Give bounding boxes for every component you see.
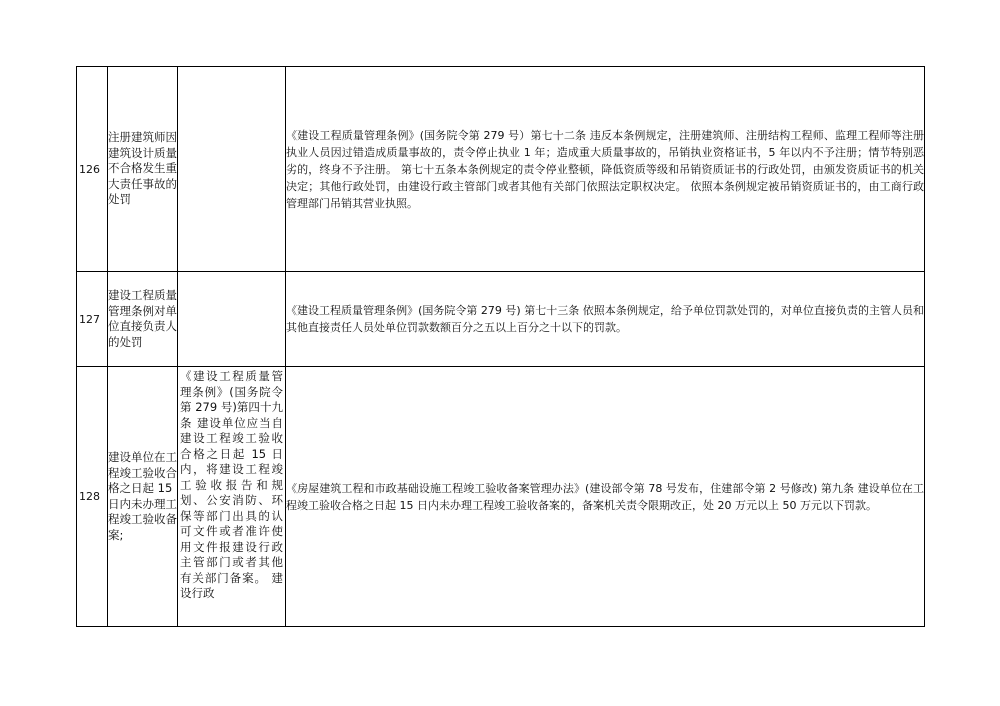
legal-basis: 《建设工程质量管理条例》(国务院令第 279 号)第四十九条 建设单位应当自建设工程竣工验收合格之日起 15 日内，将建设工程竣工验收报告和规划、公安消防、环保等部门出具的认可文件或者准许使用文件报建设行政主管部门或者其他有关部门备案。 建设行政 [178,367,286,627]
item-number: 128 [77,367,108,627]
table-row [77,367,925,627]
item-name: 建设单位在工程竣工验收合格之日起 15 日内未办理工程竣工验收备案; [108,367,178,627]
penalty-provision: 《建设工程质量管理条例》(国务院令第 279 号) 第七十三条 依照本条例规定，给予单位罚款处罚的，对单位直接负责的主管人员和其他直接责任人员处单位罚款数额百分之五以上百分之十以下的罚款。 [286,272,925,367]
legal-basis [178,67,286,272]
penalty-provision: 《房屋建筑工程和市政基础设施工程竣工验收备案管理办法》(建设部令第 78 号发布，住建部令第 2 号修改) 第九条 建设单位在工程竣工验收合格之日起 15 日内未办理工程竣工验收备案的，备案机关责令限期改正，处 20 万元以上 50 万元以下罚款。 [286,367,925,627]
legal-basis [178,272,286,367]
table-row [77,272,925,367]
table-row [77,67,925,272]
item-name: 建设工程质量管理条例对单位直接负责人的处罚 [108,272,178,367]
item-number: 127 [77,272,108,367]
item-name: 注册建筑师因建筑设计质量不合格发生重大责任事故的处罚 [108,67,178,272]
penalty-provision: 《建设工程质量管理条例》(国务院令第 279 号）第七十二条 违反本条例规定，注册建筑师、注册结构工程师、监理工程师等注册执业人员因过错造成质量事故的，责令停止执业 1 年；造成重大质量事故的，吊销执业资格证书，5 年以内不予注册；情节特别恶劣的，终身不予注册。 第七十五条本条例规定的责令停业整顿，降低资质等级和吊销资质证书的行政处罚，由颁发资质证书的机关决定；其他行政处罚，由建设行政主管部门或者其他有关部门依照法定职权决定。 依照本条例规定被吊销资质证书的，由工商行政管理部门吊销其营业执照。 [286,67,925,272]
item-number: 126 [77,67,108,272]
penalty-table [76,66,925,627]
